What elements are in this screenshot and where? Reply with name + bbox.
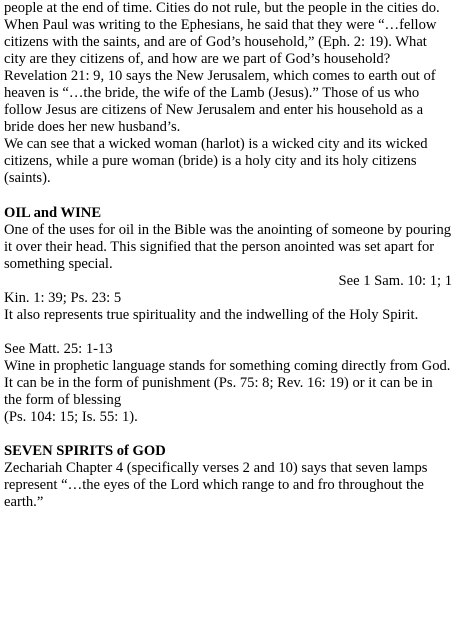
- heading-oil-and-wine: OIL and WINE: [4, 204, 102, 221]
- reference-psalms-isaiah: (Ps. 104: 15; Is. 55: 1).: [4, 409, 138, 426]
- spacer: [4, 426, 452, 443]
- reference-kings-psalms: Kin. 1: 39; Ps. 23: 5: [4, 289, 122, 306]
- reference-samuel: See 1 Sam. 10: 1; 1: [338, 272, 452, 289]
- paragraph-wine: Wine in prophetic language stands for something coming directly from God. It can be in the form of punishment (Ps. 75: 8; Rev. 16: 19) or it can be in the form of blessing: [4, 357, 451, 409]
- paragraph-harlot-bride: We can see that a wicked woman (harlot) is a wicked city and its wicked citizens, while a pure woman (bride) is a holy city and its holy citizens (saints).: [4, 136, 428, 187]
- reference-matthew: See Matt. 25: 1-13: [4, 340, 113, 357]
- paragraph-ephesians: When Paul was writing to the Ephesians, he said that they were “…fellow citizens with the saints, and are of God’s household,” (Eph. 2: 19). What city are they citizens of, and how are we part of God’s household? Revelation 21: 9, 10 says the New Jerusalem, which comes to earth out of heaven is “…the bride, the wife of the Lamb (Jesus).” Those of us who follow Jesus are citizens of New Jerusalem and enter his household as a bride does her new husband’s.: [4, 17, 437, 136]
- paragraph-cities: people at the end of time. Cities do not rule, but the people in the cities do.: [4, 0, 440, 16]
- spacer: [4, 188, 452, 205]
- spacer: [4, 324, 452, 341]
- paragraph-oil-anointing: One of the uses for oil in the Bible was the anointing of someone by pouring it over their head. This signified that the person anointed was set apart for something special.: [4, 221, 452, 272]
- paragraph-zechariah: Zechariah Chapter 4 (specifically verses 2 and 10) says that seven lamps represent “…the eyes of the Lord which range to and fro throughout the earth.”: [4, 460, 428, 511]
- heading-seven-spirits: SEVEN SPIRITS of GOD: [4, 443, 166, 460]
- paragraph-oil-spirituality: It also represents true spirituality and the indwelling of the Holy Spirit.: [4, 306, 419, 323]
